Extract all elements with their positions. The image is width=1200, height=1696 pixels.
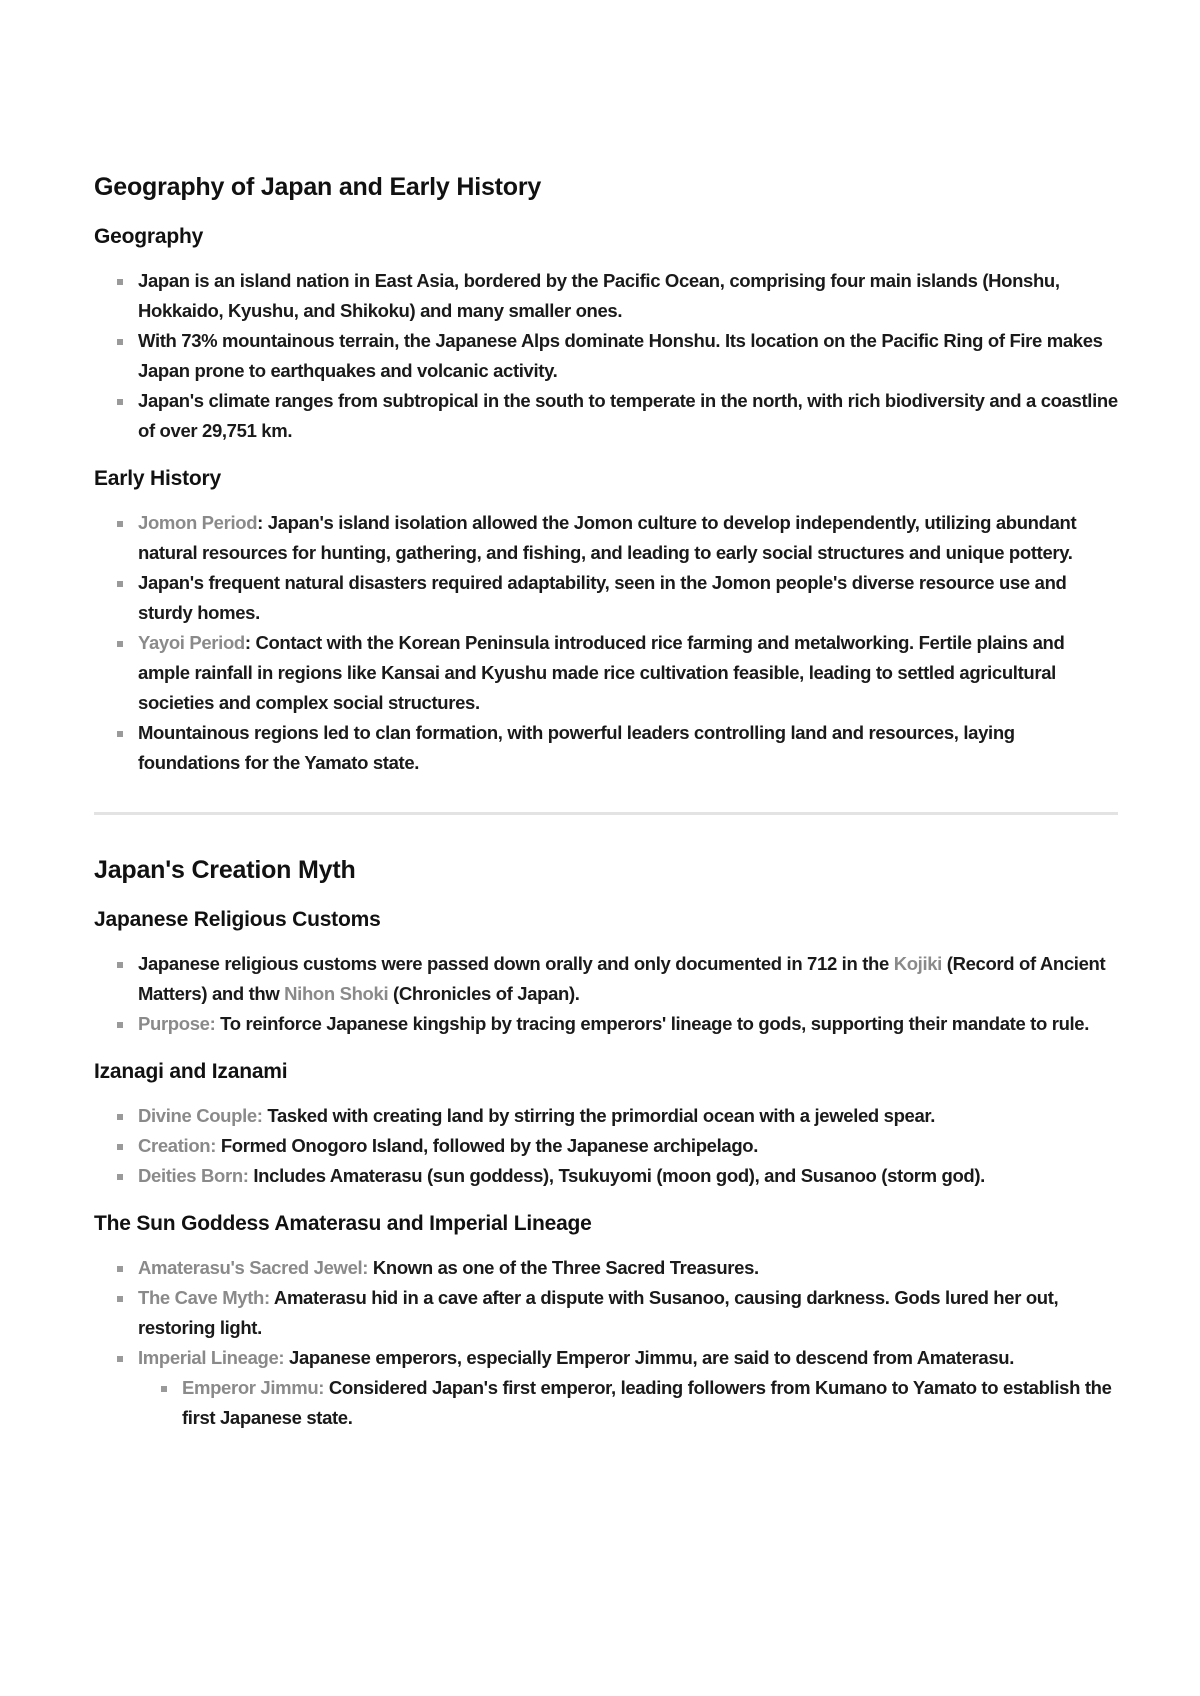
early-history-list bbox=[94, 508, 1118, 778]
term-jomon-period: Jomon Period bbox=[138, 512, 258, 533]
list-item: The Cave Myth: Amaterasu hid in a cave after a dispute with Susanoo, causing darkness. Gods lured her out, restoring light. bbox=[94, 1283, 1118, 1343]
list-item: Japan is an island nation in East Asia, bordered by the Pacific Ocean, comprising four main islands (Honshu, Hokkaido, Kyushu, and Shikoku) and many smaller ones. bbox=[94, 266, 1118, 326]
list-item: Deities Born: Includes Amaterasu (sun goddess), Tsukuyomi (moon god), and Susanoo (storm god). bbox=[94, 1161, 1118, 1191]
sub-list-item: Emperor Jimmu: Considered Japan's first emperor, leading followers from Kumano to Yamato to establish the first Japanese state. bbox=[94, 1373, 1118, 1433]
document-content bbox=[94, 0, 1118, 1433]
list-item: Japan's climate ranges from subtropical in the south to temperate in the north, with rich biodiversity and a coastline of over 29,751 km. bbox=[94, 386, 1118, 446]
term-creation: Creation: bbox=[138, 1135, 217, 1156]
heading-religious-customs: Japanese Religious Customs bbox=[94, 908, 381, 931]
list-item: Amaterasu's Sacred Jewel: Known as one of the Three Sacred Treasures. bbox=[94, 1253, 1118, 1283]
list-item: Purpose: To reinforce Japanese kingship by tracing emperors' lineage to gods, supporting their mandate to rule. bbox=[94, 1009, 1118, 1039]
term-yayoi-period: Yayoi Period bbox=[138, 632, 245, 653]
list-item: Imperial Lineage: Japanese emperors, especially Emperor Jimmu, are said to descend from Amaterasu. bbox=[94, 1343, 1118, 1373]
list-item: Yayoi Period: Contact with the Korean Peninsula introduced rice farming and metalworking. Fertile plains and ample rainfall in regions like Kansai and Kyushu made rice cultivation feasible, leading to settled agricultural societies and complex social structures. bbox=[94, 628, 1118, 718]
izanagi-list bbox=[94, 1101, 1118, 1191]
section-title-geography: Geography of Japan and Early History bbox=[94, 173, 542, 201]
term-deities-born: Deities Born: bbox=[138, 1165, 249, 1186]
term-divine-couple: Divine Couple: bbox=[138, 1105, 263, 1126]
heading-izanagi-izanami: Izanagi and Izanami bbox=[94, 1060, 288, 1083]
heading-amaterasu: The Sun Goddess Amaterasu and Imperial Lineage bbox=[94, 1212, 592, 1235]
term-cave-myth: The Cave Myth: bbox=[138, 1287, 270, 1308]
term-kojiki: Kojiki bbox=[893, 953, 942, 974]
religious-customs-list bbox=[94, 949, 1118, 1039]
term-purpose: Purpose: bbox=[138, 1013, 216, 1034]
list-item: Mountainous regions led to clan formation, with powerful leaders controlling land and resources, laying foundations for the Yamato state. bbox=[94, 718, 1118, 778]
list-item: Japanese religious customs were passed down orally and only documented in 712 in the Kojiki (Record of Ancient Matters) and thw Nihon Shoki (Chronicles of Japan). bbox=[94, 949, 1118, 1009]
heading-early-history: Early History bbox=[94, 467, 221, 490]
geography-list bbox=[94, 266, 1118, 446]
list-item: With 73% mountainous terrain, the Japanese Alps dominate Honshu. Its location on the Pacific Ring of Fire makes Japan prone to earthquakes and volcanic activity. bbox=[94, 326, 1118, 386]
section-title-creation-myth: Japan's Creation Myth bbox=[94, 856, 356, 884]
term-nihon-shoki: Nihon Shoki bbox=[284, 983, 389, 1004]
list-item: Creation: Formed Onogoro Island, followed by the Japanese archipelago. bbox=[94, 1131, 1118, 1161]
list-item: Divine Couple: Tasked with creating land by stirring the primordial ocean with a jeweled spear. bbox=[94, 1101, 1118, 1131]
term-emperor-jimmu: Emperor Jimmu: bbox=[182, 1377, 325, 1398]
list-item: Japan's frequent natural disasters required adaptability, seen in the Jomon people's diverse resource use and sturdy homes. bbox=[94, 568, 1118, 628]
list-item: Jomon Period: Japan's island isolation allowed the Jomon culture to develop independently, utilizing abundant natural resources for hunting, gathering, and fishing, and leading to early social structures and unique pottery. bbox=[94, 508, 1118, 568]
amaterasu-list bbox=[94, 1253, 1118, 1433]
heading-geography: Geography bbox=[94, 225, 204, 248]
term-imperial-lineage: Imperial Lineage: bbox=[138, 1347, 285, 1368]
term-sacred-jewel: Amaterasu's Sacred Jewel: bbox=[138, 1257, 369, 1278]
